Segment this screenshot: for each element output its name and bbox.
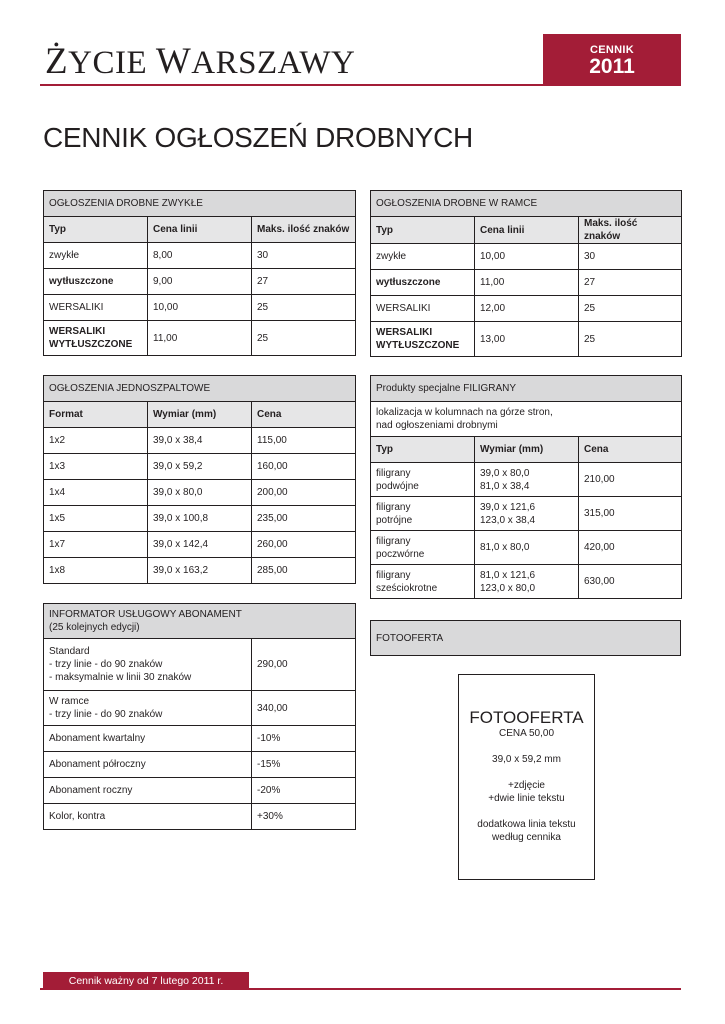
cell-price: 210,00	[579, 463, 682, 497]
cell-price: 200,00	[252, 480, 356, 506]
table-row	[44, 752, 356, 778]
column-header: Typ	[44, 217, 148, 243]
table-row	[44, 428, 356, 454]
cell-price: 315,00	[579, 497, 682, 531]
table-title: OGŁOSZENIA JEDNOSZPALTOWE	[44, 376, 356, 402]
table-framed-ads	[370, 190, 682, 357]
table-row	[371, 244, 682, 270]
cell-price: 10,00	[148, 295, 252, 321]
note-line: nad ogłoszeniami drobnymi	[376, 420, 498, 431]
description-line: W ramce	[49, 696, 89, 707]
cell-price: 420,00	[579, 531, 682, 565]
column-header: Cena	[579, 437, 682, 463]
table-row	[44, 269, 356, 295]
publication-logo	[45, 40, 355, 83]
table-row	[44, 506, 356, 532]
photo-offer-note: dodatkowa linia tekstu	[477, 819, 576, 830]
description-line: - trzy linie - do 90 znaków	[49, 659, 163, 670]
dimension-line: 123,0 x 38,4	[480, 514, 536, 526]
photo-offer-sample	[458, 674, 595, 880]
table-row	[44, 454, 356, 480]
cell-discount: -10%	[252, 726, 356, 752]
type-line: poczwórne	[376, 548, 425, 560]
table-row	[44, 778, 356, 804]
cell-type: wytłuszczone	[371, 270, 475, 296]
cell-max-chars: 25	[252, 295, 356, 321]
table-service-subscription	[43, 603, 356, 830]
cell-price: 235,00	[252, 506, 356, 532]
cell-max-chars: 27	[579, 270, 682, 296]
table-row	[371, 463, 682, 497]
note-line: lokalizacja w kolumnach na górze stron,	[376, 407, 553, 418]
table-row	[44, 321, 356, 356]
column-header: Cena	[252, 402, 356, 428]
badge-year: 2011	[589, 55, 635, 78]
logo-letter-z: Ż	[45, 41, 69, 82]
photo-offer-extra: +dwie linie tekstu	[488, 793, 565, 804]
column-header: Typ	[371, 217, 475, 244]
type-line: sześciokrotne	[376, 582, 438, 594]
cell-format: 1x4	[44, 480, 148, 506]
table-row	[44, 243, 356, 269]
column-header: Maks. ilość znaków	[579, 217, 682, 244]
cell-max-chars: 30	[252, 243, 356, 269]
cell-price: 13,00	[475, 322, 579, 357]
table-title: Produkty specjalne FILIGRANY	[371, 376, 682, 402]
cell-price: 630,00	[579, 565, 682, 599]
type-line: filigrany	[376, 535, 411, 547]
table-title	[44, 604, 356, 639]
cell-price: 160,00	[252, 454, 356, 480]
cell-type: WERSALIKI	[44, 295, 148, 321]
table-row	[371, 565, 682, 599]
table-title: OGŁOSZENIA DROBNE W RAMCE	[371, 191, 682, 217]
column-header: Wymiar (mm)	[475, 437, 579, 463]
cell-type	[371, 565, 475, 599]
column-header: Cena linii	[475, 217, 579, 244]
cell-type: wytłuszczone	[44, 269, 148, 295]
cell-price: 8,00	[148, 243, 252, 269]
table-row	[371, 322, 682, 357]
photo-offer-title: FOTOOFERTA	[469, 708, 584, 727]
table-title: FOTOOFERTA	[371, 621, 681, 656]
cell-dimension: 81,0 x 80,0	[475, 531, 579, 565]
cell-dimension: 39,0 x 163,2	[148, 558, 252, 584]
cell-format: 1x3	[44, 454, 148, 480]
page-title: CENNIK OGŁOSZEŃ DROBNYCH	[43, 122, 473, 153]
table-row	[44, 480, 356, 506]
cell-price: 260,00	[252, 532, 356, 558]
year-badge	[543, 34, 681, 85]
table-single-column-ads	[43, 375, 356, 584]
dimension-line: 81,0 x 38,4	[480, 480, 530, 492]
column-header: Cena linii	[148, 217, 252, 243]
cell-type: zwykłe	[44, 243, 148, 269]
type-line: filigrany	[376, 501, 411, 513]
cell-max-chars: 25	[579, 322, 682, 357]
photo-offer-note: według cennika	[492, 832, 561, 843]
table-filigree-products	[370, 375, 682, 599]
cell-max-chars: 27	[252, 269, 356, 295]
cell-price: 12,00	[475, 296, 579, 322]
title-line: INFORMATOR USŁUGOWY ABONAMENT	[49, 609, 242, 620]
cell-price: 11,00	[148, 321, 252, 356]
cell-price: 10,00	[475, 244, 579, 270]
cell-discount: -20%	[252, 778, 356, 804]
column-header: Maks. ilość znaków	[252, 217, 356, 243]
logo-word-ycie: YCIE	[68, 45, 148, 81]
cell-price: 9,00	[148, 269, 252, 295]
table-row	[371, 296, 682, 322]
cell-price: 290,00	[252, 639, 356, 691]
description-line: Standard	[49, 646, 90, 657]
dimension-line: 81,0 x 121,6	[480, 569, 536, 581]
cell-format: 1x5	[44, 506, 148, 532]
type-line: podwójne	[376, 480, 419, 492]
table-row	[371, 531, 682, 565]
cell-type: WERSALIKI WYTŁUSZCZONE	[371, 322, 475, 357]
column-header: Typ	[371, 437, 475, 463]
table-row	[44, 804, 356, 830]
table-photo-offer	[370, 620, 681, 656]
table-row	[44, 295, 356, 321]
cell-type: WERSALIKI WYTŁUSZCZONE	[44, 321, 148, 356]
badge-label: CENNIK	[590, 44, 634, 56]
cell-type	[371, 531, 475, 565]
cell-type	[371, 463, 475, 497]
cell-max-chars: 25	[579, 296, 682, 322]
description-line: - trzy linie - do 90 znaków	[49, 709, 163, 720]
type-line: filigrany	[376, 569, 411, 581]
type-line: potrójne	[376, 514, 413, 526]
cell-format: 1x2	[44, 428, 148, 454]
logo-word-arszawy: ARSZAWY	[191, 45, 356, 81]
cell-dimension	[475, 565, 579, 599]
table-row	[44, 639, 356, 691]
photo-offer-extra: +zdjęcie	[508, 780, 545, 791]
dimension-line: 39,0 x 121,6	[480, 501, 536, 513]
photo-offer-dimension: 39,0 x 59,2 mm	[492, 754, 561, 765]
table-ordinary-ads	[43, 190, 356, 356]
cell-discount: +30%	[252, 804, 356, 830]
cell-type	[371, 497, 475, 531]
table-row	[44, 691, 356, 726]
cell-description: Abonament półroczny	[44, 752, 252, 778]
table-row	[371, 497, 682, 531]
cell-description	[44, 691, 252, 726]
description-line: - maksymalnie w linii 30 znaków	[49, 672, 192, 683]
dimension-line: 39,0 x 80,0	[480, 467, 530, 479]
cell-description: Kolor, kontra	[44, 804, 252, 830]
table-row	[371, 270, 682, 296]
type-line: filigrany	[376, 467, 411, 479]
cell-dimension	[475, 497, 579, 531]
table-row	[44, 726, 356, 752]
column-header: Format	[44, 402, 148, 428]
cell-max-chars: 25	[252, 321, 356, 356]
cell-dimension: 39,0 x 100,8	[148, 506, 252, 532]
table-note	[371, 402, 682, 437]
cell-type: WERSALIKI	[371, 296, 475, 322]
cell-format: 1x7	[44, 532, 148, 558]
cell-price: 11,00	[475, 270, 579, 296]
cell-price: 340,00	[252, 691, 356, 726]
dimension-line: 123,0 x 80,0	[480, 582, 536, 594]
cell-description: Abonament kwartalny	[44, 726, 252, 752]
cell-dimension: 39,0 x 59,2	[148, 454, 252, 480]
cell-max-chars: 30	[579, 244, 682, 270]
cell-price: 115,00	[252, 428, 356, 454]
cell-description: Abonament roczny	[44, 778, 252, 804]
cell-dimension	[475, 463, 579, 497]
validity-footer: Cennik ważny od 7 lutego 2011 r.	[43, 972, 249, 990]
photo-offer-price: CENA 50,00	[498, 728, 555, 739]
cell-format: 1x8	[44, 558, 148, 584]
cell-dimension: 39,0 x 38,4	[148, 428, 252, 454]
title-line: (25 kolejnych edycji)	[49, 622, 140, 633]
table-title: OGŁOSZENIA DROBNE ZWYKŁE	[44, 191, 356, 217]
cell-dimension: 39,0 x 142,4	[148, 532, 252, 558]
column-header: Wymiar (mm)	[148, 402, 252, 428]
cell-type: zwykłe	[371, 244, 475, 270]
cell-description	[44, 639, 252, 691]
cell-discount: -15%	[252, 752, 356, 778]
cell-price: 285,00	[252, 558, 356, 584]
cell-dimension: 39,0 x 80,0	[148, 480, 252, 506]
logo-letter-w: W	[155, 41, 192, 82]
table-row	[44, 558, 356, 584]
table-row	[44, 532, 356, 558]
